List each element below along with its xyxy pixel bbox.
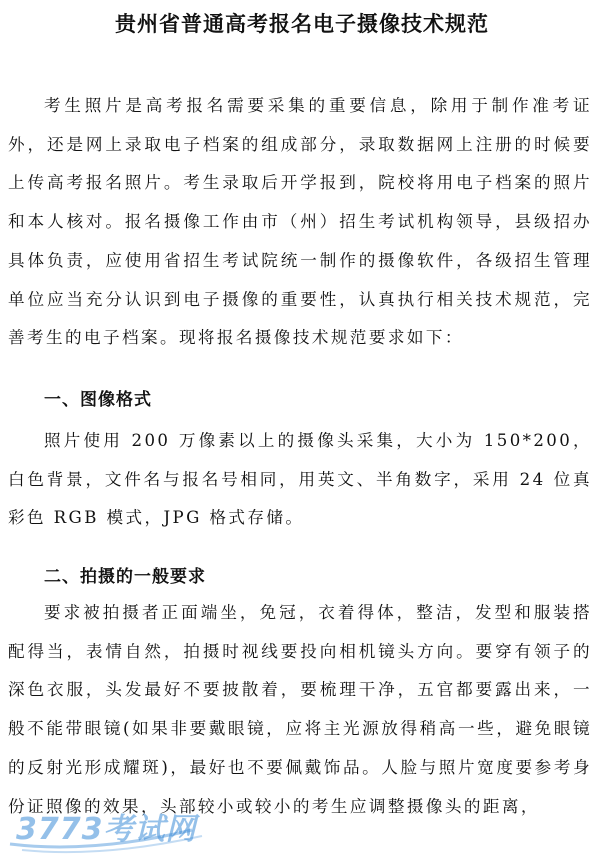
section-text-image-format: 照片使用 200 万像素以上的摄像头采集，大小为 150*200，白色背景，文件名与报名号相同，用英文、半角数字，采用 24 位真彩色 RGB 模式，JPG 格式存储。: [8, 431, 592, 528]
watermark-text: 3773考试网: [16, 812, 197, 847]
section-heading-general-requirements: 二、拍摄的一般要求: [44, 567, 206, 587]
intro-paragraph: 考生照片是高考报名需要采集的重要信息，除用于制作准考证外，还是网上录取电子档案的组成部分，录取数据网上注册的时候要上传高考报名照片。考生录取后开学报到，院校将用电子档案的照片和本人核对。报名摄像工作由市（州）招生考试机构领导，县级招办具体负责，应使用省招生考试院统一制作的摄像软件，各级招生管理单位应当充分认识到电子摄像的重要性，认真执行相关技术规范，完善考生的电子档案。现将报名摄像技术规范要求如下：: [8, 96, 592, 348]
section-text-general-requirements: 要求被拍摄者正面端坐，免冠，衣着得体，整洁，发型和服装搭配得当，表情自然，拍摄时视线要投向相机镜头方向。要穿有领子的深色衣服，头发最好不要披散着，要梳理干净，五官都要露出来，一般不能带眼镜(如果非要戴眼镜，应将主光源放得稍高一些，避免眼镜的反射光形成耀斑)，最好也不要佩戴饰品。人脸与照片宽度要参考身份证照像的效果，头部较小或较小的考生应调整摄像头的距离，: [8, 603, 592, 816]
section-heading-image-format: 一、图像格式: [44, 390, 152, 410]
document-title: 贵州省普通高考报名电子摄像技术规范: [115, 12, 489, 36]
site-watermark-logo: [2, 800, 222, 854]
